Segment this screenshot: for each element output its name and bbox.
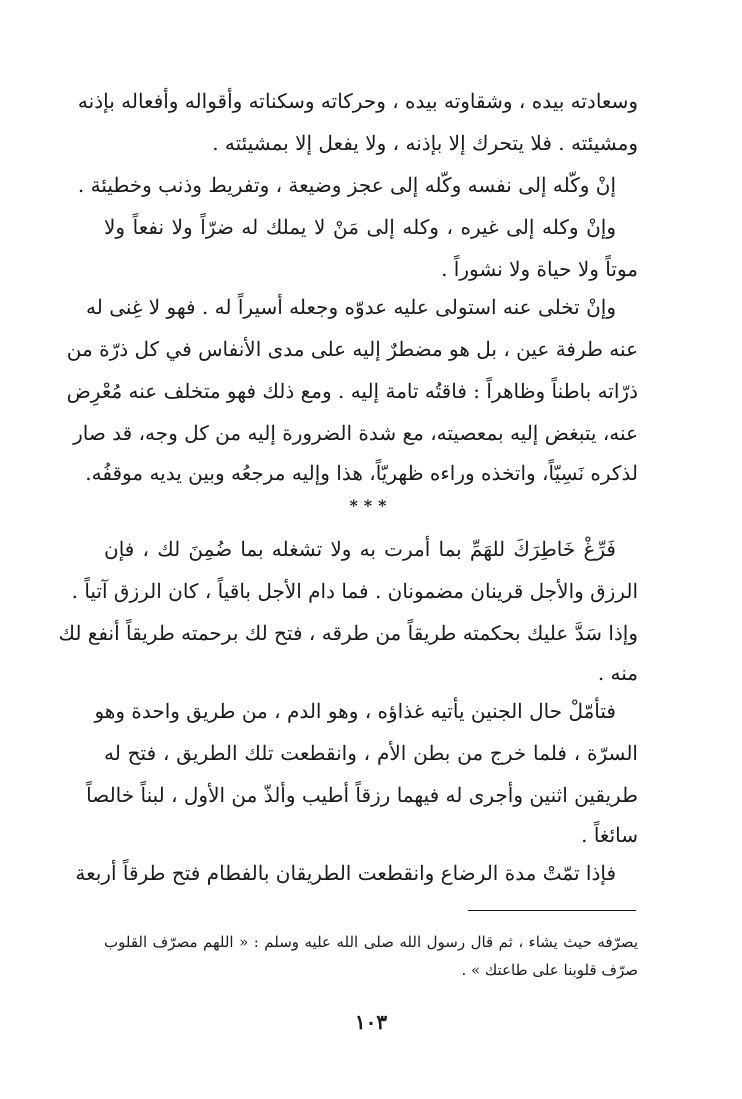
body-line-9: عنه، يتبغض إليه بمعصيته، مع شدة الضرورة إليه من كل وجه، قد صار: [73, 421, 638, 445]
body-line-5: موتاً ولا حياة ولا نشوراً .: [441, 257, 638, 281]
body-line-17: طريقين اثنين وأجرى له فيهما رزقاً أطيب وألذّ من الأول ، لبناً خالصاً: [86, 783, 638, 807]
body-line-4: وإنْ وكله إلى غيره ، وكله إلى مَنْ لا يملك له ضرّاً ولا نفعاً ولا: [104, 215, 616, 239]
body-line-2: ومشيئته . فلا يتحرك إلا بإذنه ، ولا يفعل إلا بمشيئته .: [212, 131, 638, 155]
body-line-1: وسعادته بيده ، وشقاوته بيده ، وحركاته وسكناته وأقواله وأفعاله بإذنه: [77, 89, 638, 113]
footnote-line-2: صرّف قلوبنا على طاعتك » .: [461, 961, 638, 979]
body-line-16: السرّة ، فلما خرج من بطن الأم ، وانقطعت تلك الطريق ، فتح له: [104, 741, 638, 765]
body-line-19: فإذا تمّتْ مدة الرضاع وانقطعت الطريقان بالفطام فتح طرقاً أربعة: [75, 861, 616, 885]
body-line-15: فتأمّلْ حال الجنين يأتيه غذاؤه ، وهو الدم ، من طريق واحدة وهو: [94, 699, 616, 723]
body-line-11: فَرِّغْ خَاطِرَكَ للهَمِّ بما أمرت به ولا تشغله بما ضُمِنَ لك ، فإن: [104, 537, 616, 561]
body-line-14: منه .: [597, 661, 638, 685]
section-separator: ***: [349, 496, 393, 515]
body-line-10: لذكره نَسِيّاً، واتخذه وراءه ظهريّاً، هذا وإليه مرجعُه وبين يديه موقفُه.: [85, 461, 638, 485]
footnote-rule: [468, 910, 636, 911]
body-line-18: سائغاً .: [581, 823, 638, 847]
body-line-7: عنه طرفة عين ، بل هو مضطرٌ إليه على مدى الأنفاس في كل ذرّة من: [66, 337, 638, 361]
body-line-12: الرزق والأجل قرينان مضمونان . فما دام الأجل باقياً ، كان الرزق آتياً .: [71, 579, 638, 603]
body-line-6: وإنْ تخلى عنه استولى عليه عدوّه وجعله أسيراً له . فهو لا غِنى له: [86, 295, 616, 319]
body-line-8: ذرّاته باطناً وظاهراً : فاقتُه تامة إليه . ومع ذلك فهو متخلف عنه مُعْرِض: [66, 379, 638, 403]
body-line-13: وإذا سَدَّ عليك بحكمته طريقاً من طرقه ، فتح لك برحمته طريقاً أنفع لك: [58, 621, 638, 645]
footnote-line-1: يصرّفه حيث يشاء ، ثم قال رسول الله صلى الله عليه وسلم : « اللهم مصرّف القلوب: [104, 933, 638, 951]
body-line-3: إنْ وكّله إلى نفسه وكّله إلى عجز وضيعة ، وتفريط وذنب وخطيئة .: [77, 173, 616, 197]
page-number: ١٠٣: [354, 1010, 388, 1034]
